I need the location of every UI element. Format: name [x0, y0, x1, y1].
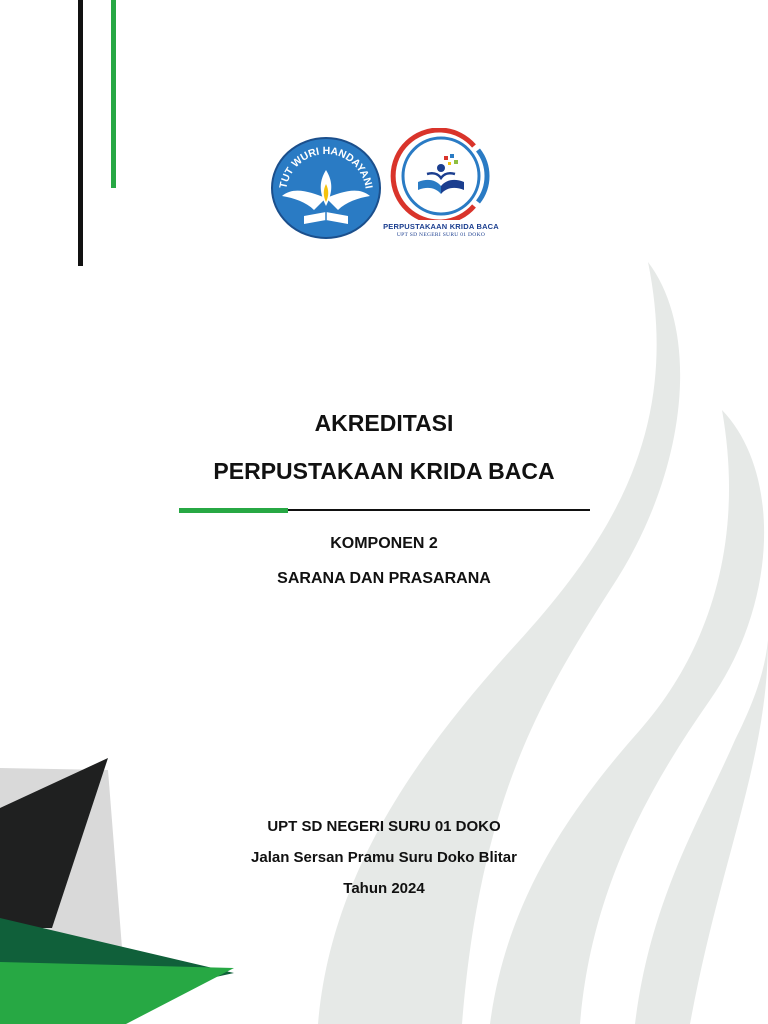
- title-line-1: AKREDITASI: [314, 410, 454, 436]
- title-line-2: PERPUSTAKAAN KRIDA BACA: [213, 458, 555, 484]
- title-divider-accent: [179, 508, 288, 513]
- component-number: KOMPONEN 2: [330, 535, 438, 552]
- logo-right-name: PERPUSTAKAAN KRIDA BACA: [383, 222, 499, 231]
- component-name: SARANA DAN PRASARANA: [277, 570, 491, 587]
- logo-right-subtitle: UPT SD NEGERI SURU 01 DOKO: [396, 232, 486, 238]
- logo-left-text: TUT WURI HANDAYANI: [277, 144, 375, 190]
- tut-wuri-handayani-icon: [270, 136, 382, 240]
- school-address: Jalan Sersan Pramu Suru Doko Blitar: [251, 849, 517, 866]
- library-book-reader-icon: [382, 128, 500, 220]
- decor-bar-black: [78, 0, 83, 266]
- watermark-waves: [318, 262, 768, 1024]
- decor-bar-green: [111, 0, 116, 188]
- title-divider-line: [288, 509, 590, 511]
- perpustakaan-krida-baca-logo: [382, 128, 500, 248]
- tut-wuri-handayani-logo: [270, 136, 382, 240]
- school-name: UPT SD NEGERI SURU 01 DOKO: [267, 818, 501, 835]
- document-year: Tahun 2024: [343, 880, 425, 897]
